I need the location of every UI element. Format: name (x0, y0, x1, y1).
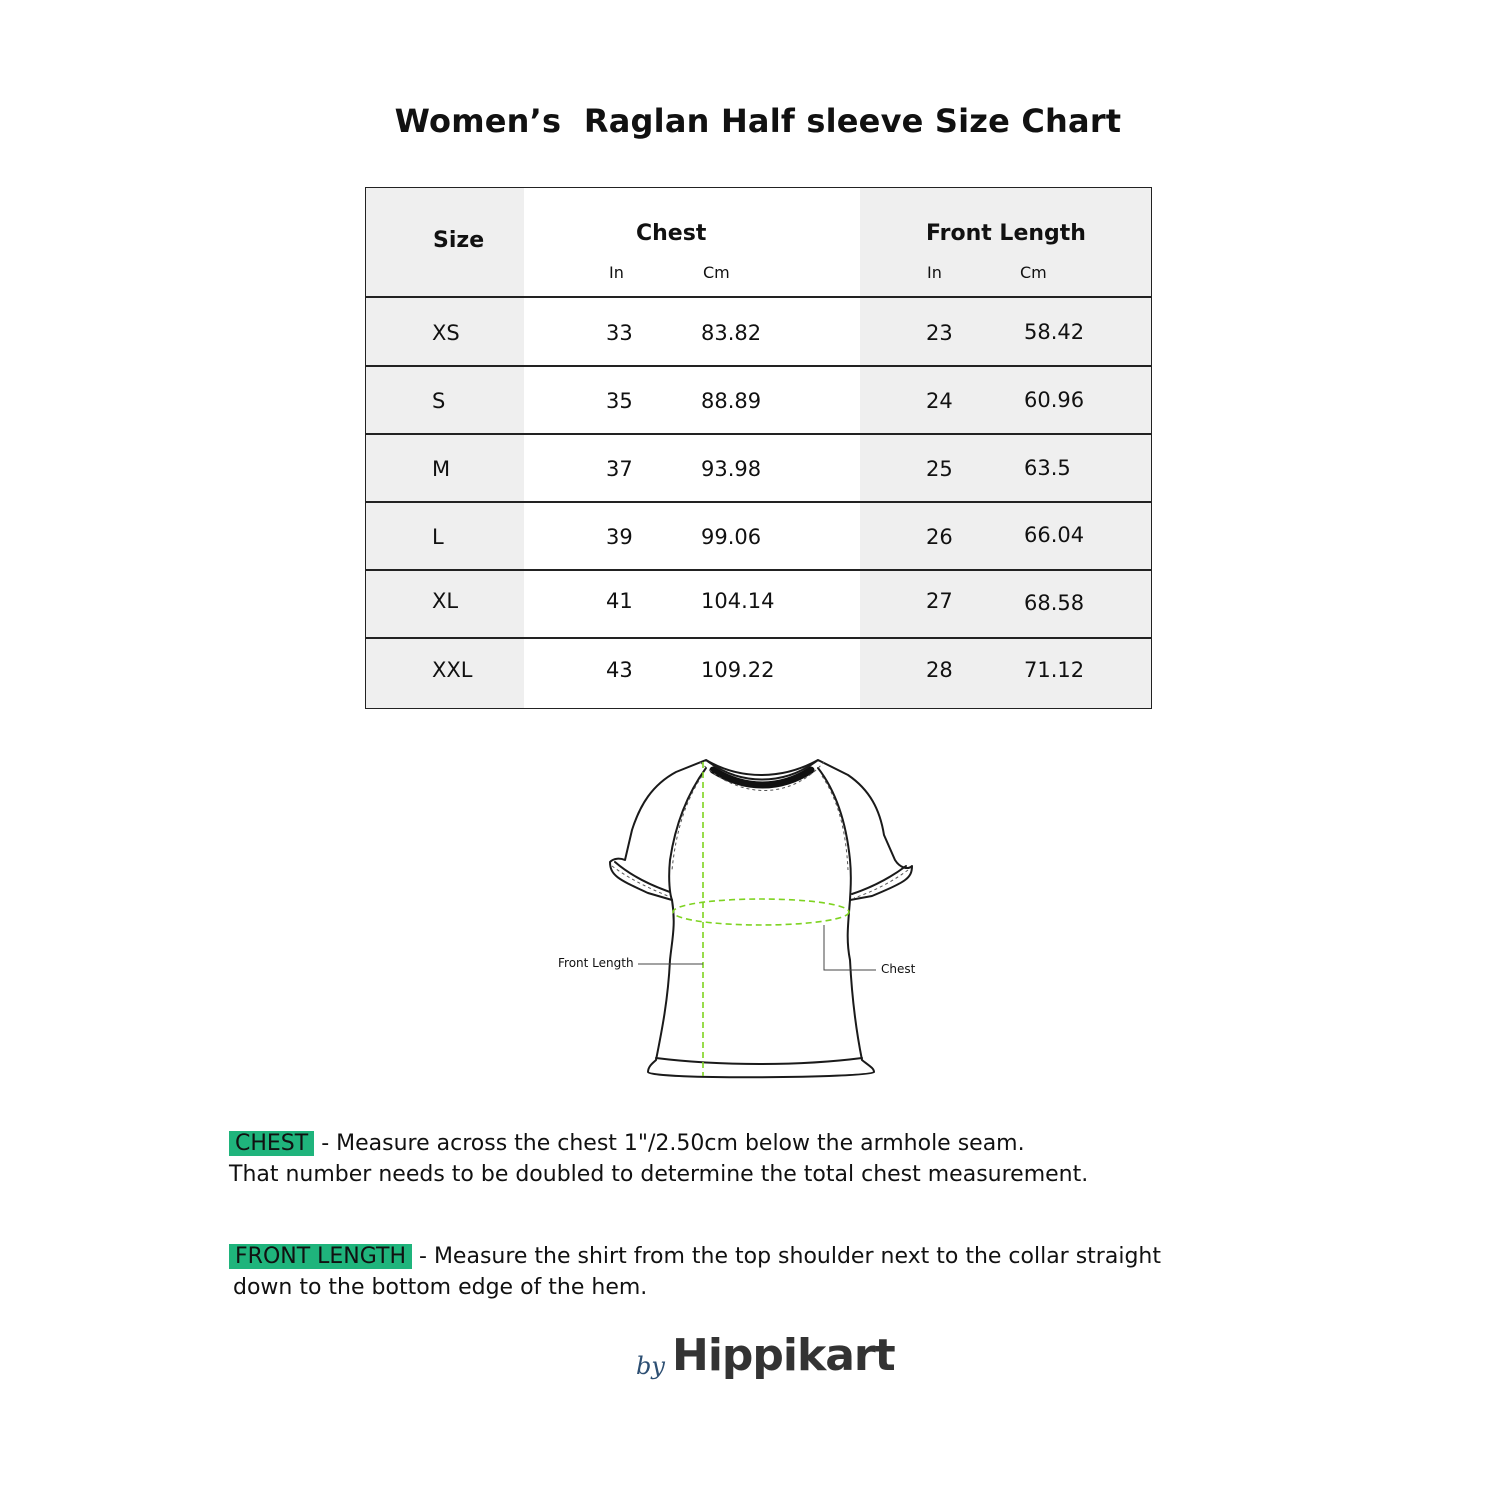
size-header: Size (433, 228, 485, 253)
chest-cm-cell: 88.89 (701, 389, 762, 413)
size-cell: S (432, 389, 446, 413)
front-length-header: Front Length (926, 221, 1086, 246)
chest-note-line1 (229, 1128, 1025, 1159)
chest-header: Chest (636, 221, 707, 246)
length-in-cell: 26 (926, 525, 953, 549)
chest-unit-in: In (609, 263, 624, 282)
size-column-bg (366, 188, 524, 708)
size-cell: M (432, 457, 451, 481)
length-in-cell: 27 (926, 589, 953, 613)
size-cell: XL (432, 589, 459, 613)
length-in-cell: 23 (926, 321, 953, 345)
tshirt-diagram (545, 752, 945, 1092)
chest-diagram-label: Chest (881, 962, 916, 976)
length-cm-cell: 58.42 (1024, 320, 1085, 344)
length-cm-cell: 66.04 (1024, 523, 1085, 547)
front-length-diagram-label: Front Length (558, 956, 634, 970)
length-cm-cell: 71.12 (1024, 658, 1085, 682)
chest-cm-cell: 99.06 (701, 525, 762, 549)
size-chart-table (365, 187, 1152, 709)
size-cell: XXL (432, 658, 473, 682)
brand-name: Hippikart (672, 1330, 895, 1381)
length-cm-cell: 60.96 (1024, 388, 1085, 412)
size-cell: L (432, 525, 444, 549)
length-unit-cm: Cm (1020, 263, 1047, 282)
row-divider (366, 501, 1151, 503)
chest-unit-cm: Cm (703, 263, 730, 282)
chest-in-cell: 43 (606, 658, 633, 682)
chest-cm-cell: 83.82 (701, 321, 762, 345)
length-in-cell: 24 (926, 389, 953, 413)
row-divider (366, 569, 1151, 571)
chest-cm-cell: 109.22 (701, 658, 775, 682)
chest-tag: CHEST (229, 1131, 314, 1156)
chest-cm-cell: 104.14 (701, 589, 775, 613)
front-length-note-text: - Measure the shirt from the top shoulder next to the collar straight (412, 1244, 1161, 1269)
chest-in-cell: 41 (606, 589, 633, 613)
chest-note-text: - Measure across the chest 1"/2.50cm below the armhole seam. (314, 1131, 1025, 1156)
length-in-cell: 25 (926, 457, 953, 481)
length-cm-cell: 68.58 (1024, 591, 1085, 615)
front-length-note-line2: down to the bottom edge of the hem. (233, 1275, 648, 1300)
chest-note-line2: That number needs to be doubled to determine the total chest measurement. (229, 1162, 1089, 1187)
front-length-column-bg (860, 188, 1151, 708)
brand-by: by (636, 1352, 665, 1380)
row-divider (366, 365, 1151, 367)
size-cell: XS (432, 321, 460, 345)
chest-in-cell: 37 (606, 457, 633, 481)
row-divider (366, 433, 1151, 435)
chest-in-cell: 39 (606, 525, 633, 549)
chest-in-cell: 33 (606, 321, 633, 345)
row-divider (366, 296, 1151, 298)
chest-in-cell: 35 (606, 389, 633, 413)
chest-cm-cell: 93.98 (701, 457, 762, 481)
length-cm-cell: 63.5 (1024, 456, 1071, 480)
row-divider (366, 637, 1151, 639)
length-unit-in: In (927, 263, 942, 282)
length-in-cell: 28 (926, 658, 953, 682)
page-title: Women’s Raglan Half sleeve Size Chart (394, 102, 1122, 140)
front-length-note-line1 (229, 1241, 1161, 1272)
front-length-tag: FRONT LENGTH (229, 1244, 412, 1269)
